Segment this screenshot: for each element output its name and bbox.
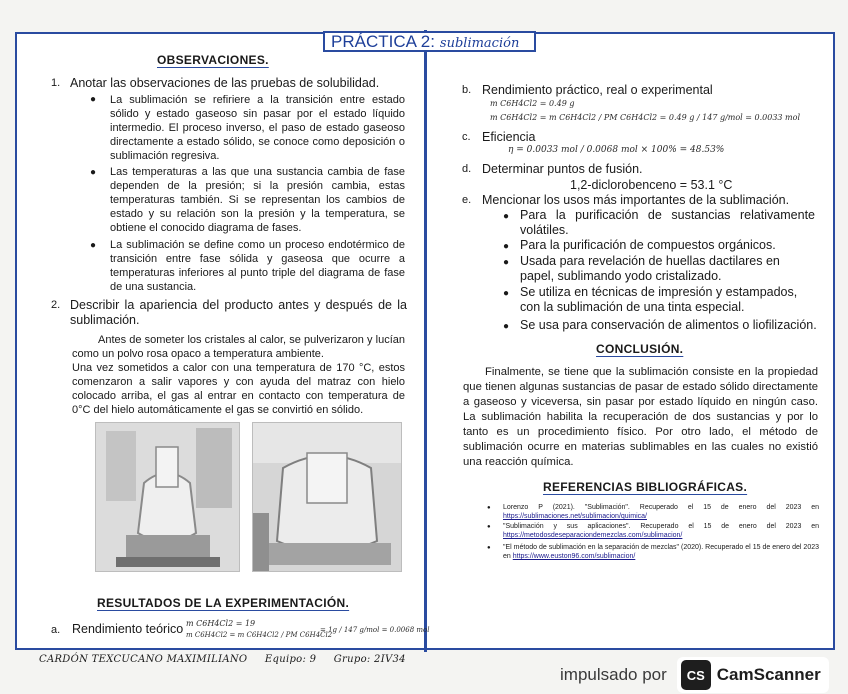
page-title	[323, 31, 536, 52]
watermark-label: impulsado por	[560, 665, 667, 684]
reference-1	[503, 503, 819, 521]
student-info	[39, 654, 406, 665]
camscanner-logo-icon: CS	[681, 660, 711, 690]
group-number: Grupo: 2IV34	[333, 654, 406, 665]
photo-sublimation-apparatus-2	[252, 422, 402, 572]
item-a-marker: a.	[51, 624, 61, 636]
bullet-icon: ●	[90, 240, 97, 251]
item-a-label: Rendimiento teórico	[72, 622, 184, 636]
q1-question: Anotar las observaciones de las pruebas de solubilidad.	[70, 76, 380, 90]
item-b-label: Rendimiento práctico, real o experimental	[482, 83, 713, 97]
camscanner-watermark	[560, 657, 829, 693]
bullet-icon: ●	[487, 545, 491, 551]
conclusion-header: CONCLUSIÓN.	[596, 342, 684, 356]
q1-bullet-2: Las temperaturas a las que una sustancia cambia de fase dependen de la presión; si la presión cambia, estas temperaturas también. Si se representan los cambios de estado y su relación son la presión y la temperatura, se obtiene el conocido diagrama de fases.	[110, 166, 405, 234]
camscanner-badge	[677, 657, 829, 693]
student-name: CARDÓN TEXCUCANO MAXIMILIANO	[39, 654, 248, 665]
photo-sublimation-apparatus-1	[95, 422, 240, 572]
conclusion-text: Finalmente, se tiene que la sublimación consiste en la propiedad que tienen algunas sustancias de pasar de estado sólido directamente a gaseoso y viceversa, sin pasar por estado líquido en ningún caso. La sublimación habilita la recuperación de dos sustancias y por lo tanto es un procedimiento físico. Por otro lado, el método de sublimación ocurre en materias sublimables en las cuales no existió una reacción química.	[463, 366, 818, 468]
item-c-marker: c.	[462, 131, 471, 143]
item-c-label: Eficiencia	[482, 130, 536, 144]
use-bullet-3: Usada para revelación de huellas dactilares en papel, sublimando yodo cristalizado.	[520, 254, 780, 283]
q1-bullet-1: La sublimación se refiriere a la transición entre estado sólido y estado gaseoso sin pasar por el estado líquido intermedio. El proceso inverso, el paso de estado gaseoso directamente a estado sólido, se conoce como deposición o sublimación regresiva.	[110, 94, 405, 162]
use-bullet-2: Para la purificación de compuestos orgánicos.	[520, 238, 776, 252]
reference-1-link[interactable]: https://sublimaciones.net/sublimacion/quimica/	[503, 513, 647, 520]
reference-2-text: "Sublimación y sus aplicaciones". Recuperado el 15 de enero del 2023 en	[503, 523, 819, 530]
use-bullet-4: Se utiliza en técnicas de impresión y estampados, con la sublimación de una tinta especial.	[520, 285, 798, 314]
handwritten-calc-a-3: = 1g / 147 g/mol = 0.0068 mol	[320, 626, 430, 634]
bullet-icon: ●	[90, 94, 97, 105]
reference-3-text: "El método de sublimación en la separación de mezclas" (2020). Recuperado el 15 de enero del 2023 en	[503, 544, 819, 560]
handwritten-calc-a-2: m C6H4Cl2 = m C6H4Cl2 / PM C6H4Cl2	[186, 631, 333, 639]
resultados-header: RESULTADOS DE LA EXPERIMENTACIÓN.	[97, 596, 350, 610]
handwritten-calc-b-2: m C6H4Cl2 = m C6H4Cl2 / PM C6H4Cl2 = 0.49 g / 147 g/mol = 0.0033 mol	[490, 113, 801, 122]
item-e-label: Mencionar los usos más importantes de la sublimación.	[482, 193, 790, 207]
bullet-icon: ●	[503, 257, 510, 268]
item-d-label: Determinar puntos de fusión.	[482, 162, 643, 176]
q1-number: 1.	[51, 77, 61, 89]
use-bullet-1: Para la purificación de sustancias relativamente volátiles.	[520, 208, 815, 237]
item-d-marker: d.	[462, 163, 472, 175]
bullet-icon: ●	[503, 288, 510, 299]
reference-2-link[interactable]: https://metodosdeseparaciondemezclas.com/sublimacion/	[503, 532, 683, 539]
bullet-icon: ●	[487, 505, 491, 511]
bullet-icon: ●	[503, 241, 510, 252]
reference-3	[503, 543, 819, 561]
reference-3-link[interactable]: https://www.euston96.com/sublimacion/	[512, 553, 636, 560]
item-b-marker: b.	[462, 84, 472, 96]
melting-point-value: 1,2-diclorobenceno = 53.1 °C	[570, 178, 733, 192]
column-divider	[424, 30, 427, 652]
handwritten-calc-c: η = 0.0033 mol / 0.0068 mol × 100% = 48.53%	[508, 145, 725, 155]
use-bullet-5: Se usa para conservación de alimentos o liofilización.	[520, 318, 817, 332]
bullet-icon: ●	[487, 524, 491, 530]
title-typed: PRÁCTICA 2:	[331, 32, 435, 51]
handwritten-calc-b-1: m C6H4Cl2 = 0.49 g	[490, 99, 575, 108]
reference-1-text: Lorenzo P (2021). "Sublimación". Recuperado el 15 de enero del 2023 en	[503, 504, 819, 511]
q2-number: 2.	[51, 299, 61, 311]
reference-2	[503, 522, 819, 540]
camscanner-brand: CamScanner	[716, 665, 821, 684]
observaciones-header: OBSERVACIONES.	[157, 53, 269, 67]
bullet-icon: ●	[503, 211, 510, 222]
bullet-icon: ●	[503, 321, 510, 332]
q2-paragraph-2: Una vez sometidos a calor con una temperatura de 170 °C, estos comenzaron a salir vapores y con ayuda del matraz con hielo colocado arriba, el gas al entrar en contacto con temperatura de 0°C del hielo automáticamente el gas se convirtió en sólido.	[72, 362, 405, 416]
q2-paragraph-1: Antes de someter los cristales al calor, se pulverizaron y lucían como un polvo rosa opaco a temperatura ambiente.	[72, 334, 405, 360]
team-number: Equipo: 9	[264, 654, 317, 665]
item-e-marker: e.	[462, 194, 472, 206]
handwritten-calc-a-1: m C6H4Cl2 = 19	[186, 619, 256, 628]
bullet-icon: ●	[90, 167, 97, 178]
title-handwritten: sublimación	[439, 36, 520, 51]
q1-bullet-3: La sublimación se define como un proceso endotérmico de transición entre fase sólida y gaseosa que ocurre a temperaturas inferiores al punto triple del diagrama de fase de una sustancia.	[110, 239, 405, 293]
referencias-header: REFERENCIAS BIBLIOGRÁFICAS.	[543, 480, 748, 494]
q2-question: Describir la apariencia del producto antes y después de la sublimación.	[70, 298, 407, 327]
